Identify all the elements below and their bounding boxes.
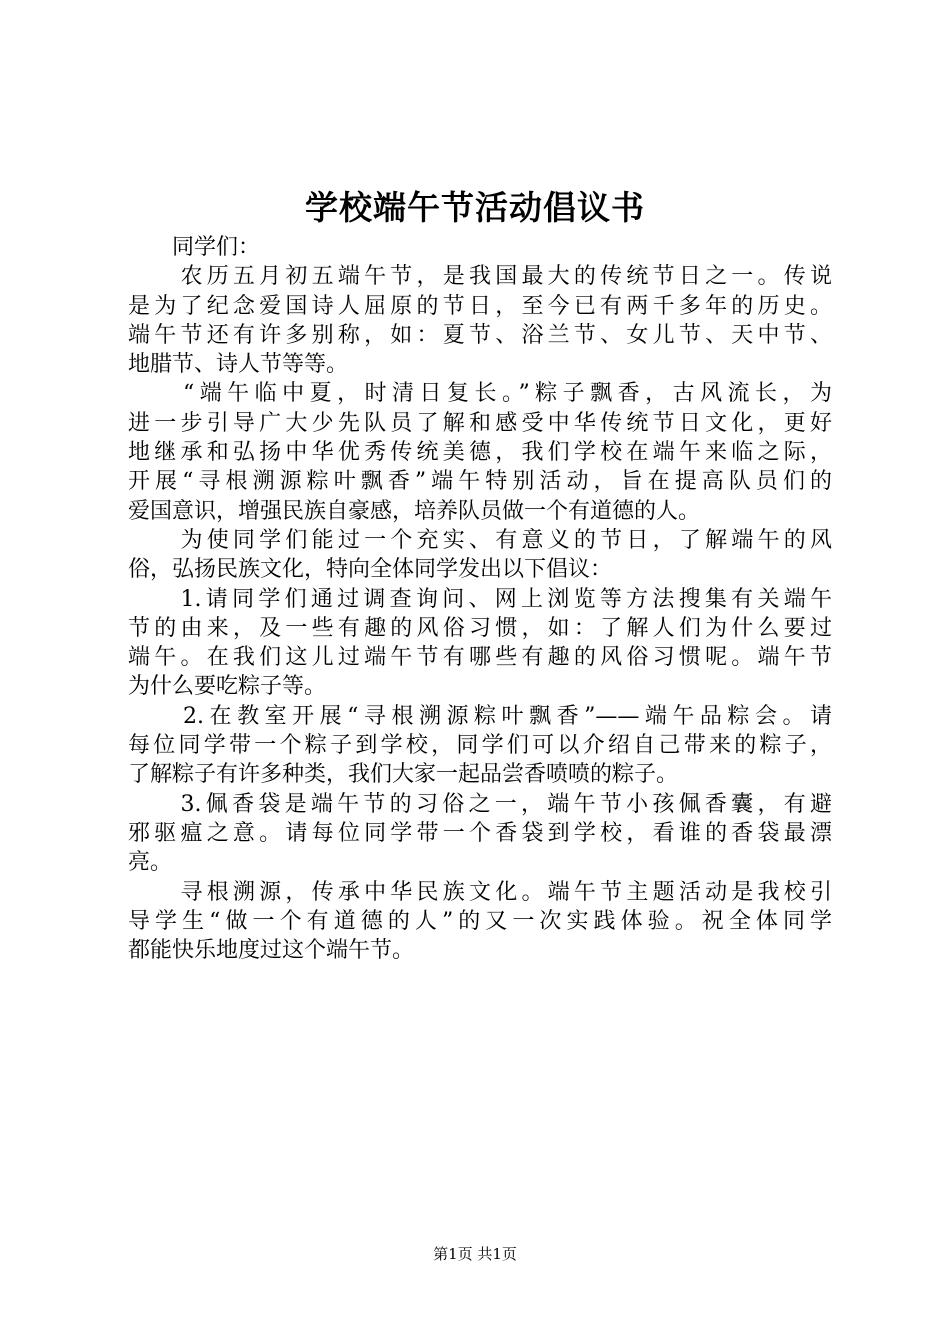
body-line: 同学们： [128, 235, 261, 260]
body-line: 爱国意识，增强民族自豪感，培养队员做一个有道德的人。 [128, 498, 701, 524]
body-line: “端午临中夏，时清日复长。”粽子飘香，古风流长，为 [128, 381, 832, 407]
document-body [128, 233, 832, 965]
body-line: 地继承和弘扬中华优秀传统美德，我们学校在端午来临之际， [128, 440, 832, 466]
body-line: 邪驱瘟之意。请每位同学带一个香袋到学校，看谁的香袋最漂 [128, 820, 832, 846]
body-line: 2.在教室开展“寻根溯源粽叶飘香”——端午品粽会。请 [128, 703, 832, 729]
body-line: 为使同学们能过一个充实、有意义的节日，了解端午的风 [128, 527, 832, 553]
body-line: 节的由来，及一些有趣的风俗习惯，如：了解人们为什么要过 [128, 615, 832, 641]
body-line: 俗，弘扬民族文化，特向全体同学发出以下倡议： [128, 557, 613, 583]
body-line: 1.请同学们通过调查询问、网上浏览等方法搜集有关端午 [128, 586, 832, 612]
page-footer: 第1页 共1页 [433, 1245, 517, 1263]
body-line: 进一步引导广大少先队员了解和感受中华传统节日文化，更好 [128, 410, 832, 436]
body-line: 3.佩香袋是端午节的习俗之一，端午节小孩佩香囊，有避 [128, 791, 832, 817]
body-line: 是为了纪念爱国诗人屈原的节日，至今已有两千多年的历史。 [128, 293, 832, 319]
body-line: 地腊节、诗人节等等。 [128, 352, 349, 378]
document-title: 学校端午节活动倡议书 [305, 188, 645, 227]
body-line: 端午。在我们这儿过端午节有哪些有趣的风俗习惯呢。端午节 [128, 645, 832, 671]
body-line: 寻根溯源，传承中华民族文化。端午节主题活动是我校引 [128, 879, 832, 905]
body-line: 都能快乐地度过这个端午节。 [128, 938, 415, 964]
body-line: 开展“寻根溯源粽叶飘香”端午特别活动，旨在提高队员们的 [128, 469, 832, 495]
body-line: 每位同学带一个粽子到学校，同学们可以介绍自己带来的粽子， [128, 733, 832, 759]
body-line: 导学生“做一个有道德的人”的又一次实践体验。祝全体同学 [128, 908, 832, 934]
body-line: 了解粽子有许多种类，我们大家一起品尝香喷喷的粽子。 [128, 762, 679, 788]
body-line: 为什么要吃粽子等。 [128, 674, 327, 700]
body-line: 亮。 [128, 850, 173, 876]
body-line: 农历五月初五端午节，是我国最大的传统节日之一。传说 [128, 264, 832, 290]
body-line: 端午节还有许多别称，如：夏节、浴兰节、女儿节、天中节、 [128, 322, 832, 348]
